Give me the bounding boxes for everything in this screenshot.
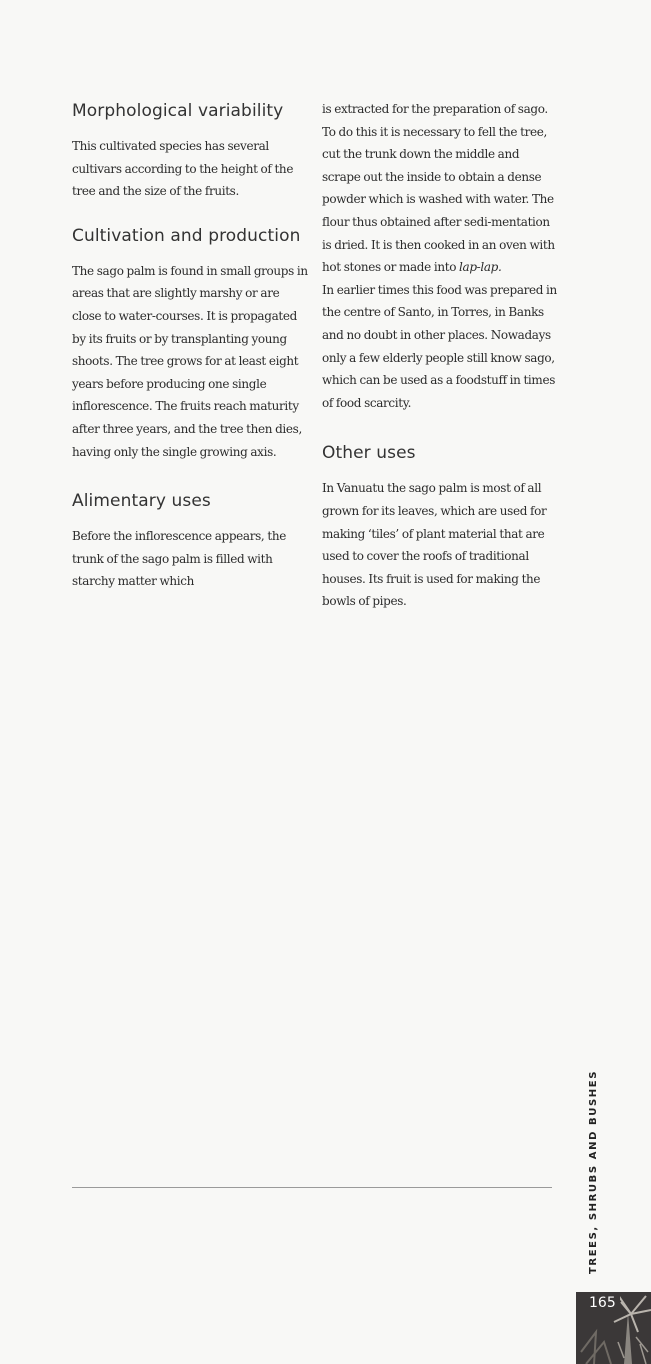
paragraph-other-uses: In Vanuatu the sago palm is most of all grown for its leaves, which are used for making ‘tiles’ of plant material that are used to cover the roofs of traditional houses. Its fruit is used for making the bowls of pipes. — [322, 481, 547, 609]
footer-divider — [72, 1187, 552, 1188]
right-column — [322, 98, 558, 613]
left-column — [72, 98, 308, 593]
paragraph-cultivation-and-production: The sago palm is found in small groups in areas that are slightly marshy or are close to water-courses. It is propagated by its fruits or by transplanting young shoots. The tree grows for at least eight years before producing one single inflorescence. The fruits reach maturity after three years, and the tree then dies, having only the single growing axis. — [72, 263, 308, 459]
heading-alimentary-uses: Alimentary uses — [72, 491, 211, 512]
heading-morphological-variability: Morphological variability — [72, 101, 284, 121]
continuation-text: is extracted for the preparation of sago. To do this it is necessary to fell the tree, cut the trunk down the middle and scrape out the inside to obtain a dense powder which is washed with water. The flour thus obtained after sedi-mentation is dried. It is then cooked in an oven with hot stones or made into — [322, 102, 555, 275]
paragraph-morphological-variability: This cultivated species has several cultivars according to the height of the tree and the size of the fruits. — [72, 139, 294, 199]
heading-other-uses: Other uses — [322, 443, 416, 464]
heading-cultivation-and-production: Cultivation and production — [72, 225, 301, 246]
paragraph-alimentary-uses: Before the inflorescence appears, the trunk of the sago palm is filled with starchy matter which — [72, 529, 286, 589]
continuation-text-2: In earlier times this food was prepared in the centre of Santo, in Torres, in Banks and no doubt in other places. Nowadays only a few elderly people still know sago, which can be used as a foodstuff in times of food scarcity. — [322, 282, 557, 410]
page-number-tab — [576, 1292, 651, 1364]
paragraph-alimentary-uses-continued — [322, 98, 558, 414]
section-label: TREES, SHRUBS AND BUSHES — [588, 1069, 599, 1274]
lap-lap-term: lap-lap. — [459, 260, 502, 275]
page-number: 165 — [589, 1295, 616, 1311]
